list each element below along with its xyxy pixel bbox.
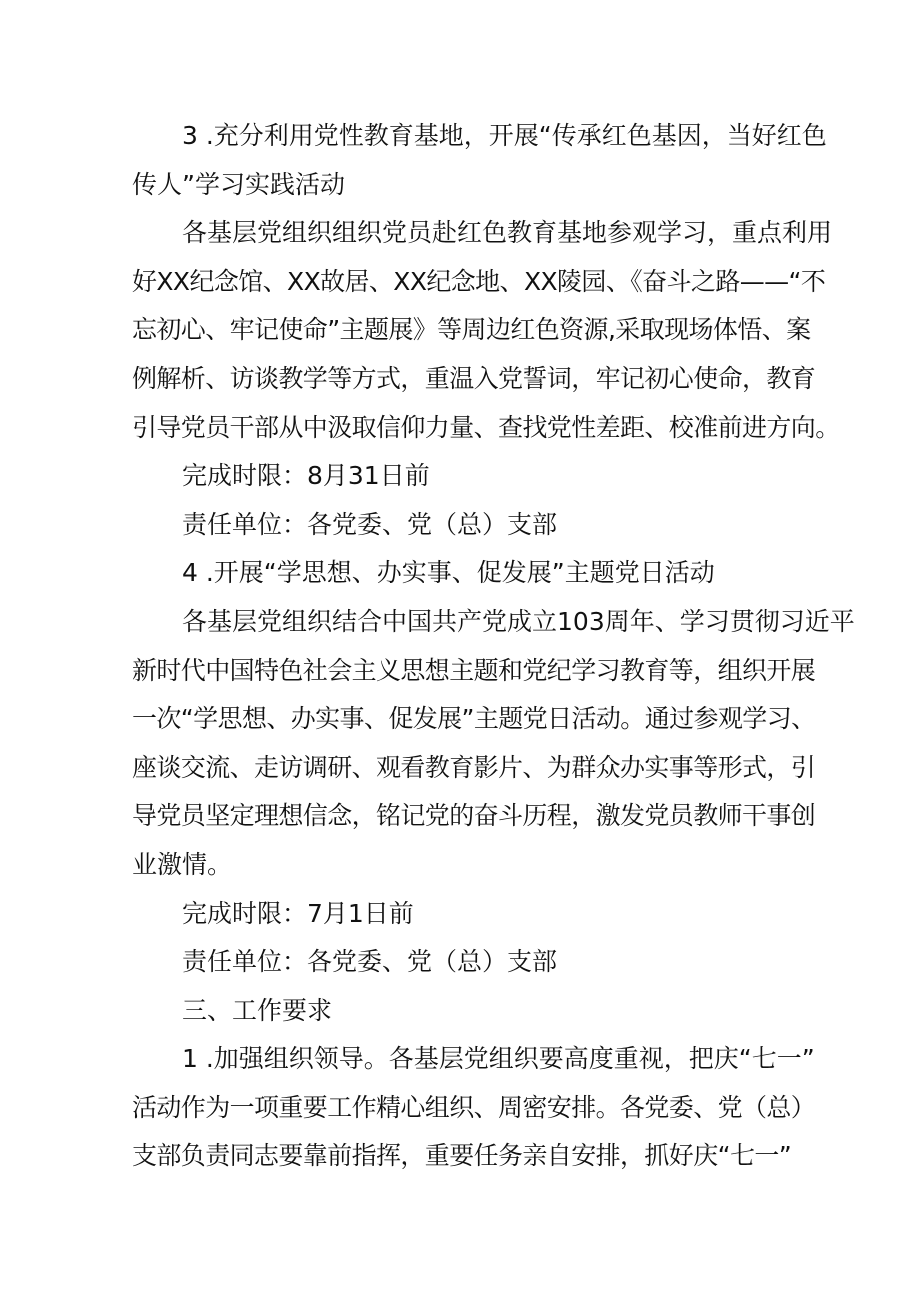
paragraph-line: 新时代中国特色社会主义思想主题和党纪学习教育等，组织开展 (132, 655, 816, 685)
paragraph-line: 各基层党组织结合中国共产党成立103周年、学习贯彻习近平 (182, 606, 855, 636)
paragraph-line: 导党员坚定理想信念，铭记党的奋斗历程，激发党员教师干事创 (132, 801, 816, 831)
paragraph-line: 忘初心、牢记使命”主题展》等周边红色资源,采取现场体悟、案 (132, 315, 811, 345)
responsible-unit-line: 责任单位：各党委、党（总）支部 (182, 509, 558, 539)
section-heading-3: 3 .充分利用党性教育基地，开展“传承红色基因，当好红色 (182, 121, 827, 150)
paragraph-line: 支部负责同志要靠前指挥，重要任务亲自安排，抓好庆“七一” (132, 1141, 792, 1171)
paragraph-line: 例解析、访谈教学等方式，重温入党誓词，牢记初心使命，教育 (132, 363, 816, 393)
document-body (132, 112, 855, 1181)
paragraph-line: 一次“学思想、办实事、促发展”主题党日活动。通过参观学习、 (132, 704, 816, 734)
section-heading-3-cont: 传人”学习实践活动 (132, 169, 345, 199)
paragraph-line: 各基层党组织组织党员赴红色教育基地参观学习，重点利用 (182, 218, 833, 248)
responsible-unit-line: 责任单位：各党委、党（总）支部 (182, 947, 558, 977)
deadline-line: 完成时限：7月1日前 (182, 898, 414, 928)
paragraph-line: 活动作为一项重要工作精心组织、周密安排。各党委、党（总） (132, 1092, 816, 1122)
section-heading-4: 4 .开展“学思想、办实事、促发展”主题党日活动 (182, 558, 715, 588)
paragraph-line: 1 .加强组织领导。各基层党组织要高度重视，把庆“七一” (182, 1044, 815, 1074)
chapter-heading: 三、工作要求 (182, 995, 333, 1025)
deadline-line: 完成时限：8月31日前 (182, 461, 430, 491)
paragraph-line: 好XX纪念馆、XX故居、XX纪念地、XX陵园、《奋斗之路——“不 (132, 266, 826, 296)
paragraph-line: 引导党员干部从中汲取信仰力量、查找党性差距、校准前进方向。 (132, 412, 840, 442)
paragraph-line: 座谈交流、走访调研、观看教育影片、为群众办实事等形式，引 (132, 752, 816, 782)
paragraph-line: 业激情。 (132, 849, 233, 879)
